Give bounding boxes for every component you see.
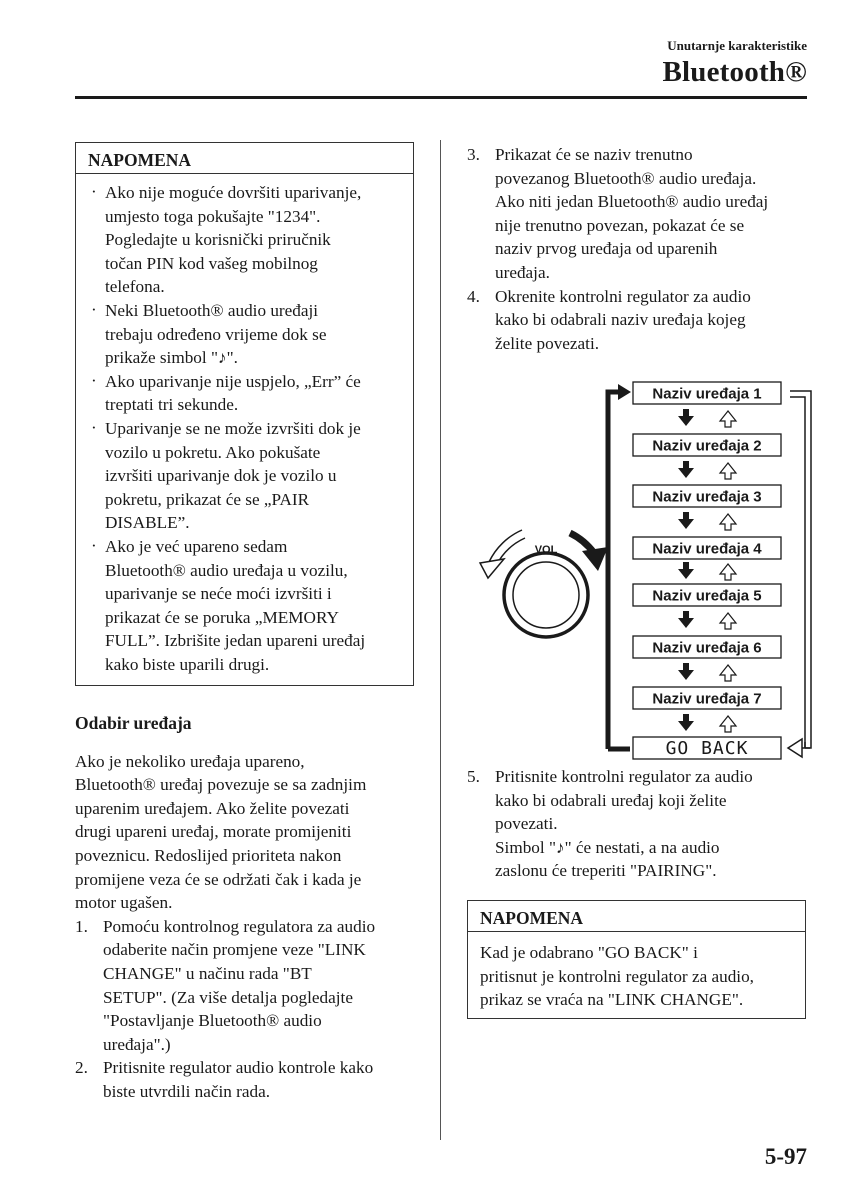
section-intro: Ako je nekoliko uređaja upareno, Bluetooth® uređaj povezuje se sa zadnjim uparenim uređajem. Ako želite povezati drugi upareni uređaj, morate promijeniti poveznicu. Redoslijed prioriteta nakon promijene veza će se održati čak i kada je motor ugašen. [75, 751, 367, 913]
steps-right-bottom [467, 765, 807, 883]
note-bullet: · Ako uparivanje nije uspjelo, „Err” će treptati tri sekunde. [91, 370, 361, 415]
down-up-arrows-icon [678, 409, 736, 427]
note-bullet: · Ako je već upareno sedam Bluetooth® audio uređaja u vozilu, uparivanje se neće moći izvršiti i prikazat će se poruka „MEMORY FULL”. Izbrišite jedan upareni uređaj kako biste uparili drugi. [91, 535, 366, 674]
device-item[interactable] [633, 382, 781, 404]
note-title: NAPOMENA [468, 901, 805, 932]
go-back-item[interactable] [633, 737, 781, 759]
vol-knob [504, 544, 588, 637]
note-bullet: · Neki Bluetooth® audio uređaji trebaju određeno vrijeme dok se prikaže simbol "♪". [91, 299, 327, 368]
down-up-arrows-icon [678, 562, 736, 580]
device-item[interactable] [633, 485, 781, 507]
svg-text:Naziv uređaja 6: Naziv uređaja 6 [652, 639, 762, 657]
page-number: 5-97 [764, 1144, 807, 1169]
down-up-arrows-icon [678, 512, 736, 530]
step-5: 5. Pritisnite kontrolni regulator za audio kako bi odabrali uređaj koji želite povezati. Simbol "♪" će nestati, a na audio zaslonu će treperiti "PAIRING". [467, 767, 753, 881]
down-up-arrows-icon [678, 714, 736, 732]
rotate-left-arrow-icon [480, 530, 525, 578]
device-item[interactable] [633, 687, 781, 709]
device-selection-section [75, 712, 415, 1104]
step-1: 1. Pomoću kontrolnog regulatora za audio odaberite način promjene veze "LINK CHANGE" u načinu rada "BT SETUP". (Za više detalja pogledajte "Postavljanje Bluetooth® audio uređaja".) [75, 916, 376, 1054]
down-up-arrows-icon [678, 461, 736, 479]
device-list [633, 382, 781, 759]
note-box-1 [75, 142, 414, 686]
device-item[interactable] [633, 434, 781, 456]
cycle-forward-line [608, 384, 631, 749]
svg-text:Naziv uređaja 7: Naziv uređaja 7 [652, 690, 762, 708]
step-3: 3. Prikazat će se naziv trenutno povezanog Bluetooth® audio uređaja. Ako niti jedan Bluetooth® audio uređaj nije trenutno povezan, pokazat će se naziv prvog uređaja od uparenih uređaja. [467, 145, 769, 282]
svg-text:Naziv uređaja 2: Naziv uređaja 2 [652, 437, 762, 455]
note-title: NAPOMENA [76, 143, 413, 174]
svg-text:GO BACK: GO BACK [665, 738, 749, 759]
vol-label: VOL [534, 544, 558, 556]
device-item[interactable] [633, 584, 781, 606]
section-title: Odabir uređaja [75, 713, 192, 733]
page-title: Bluetooth® [662, 56, 807, 88]
svg-text:Naziv uređaja 5: Naziv uređaja 5 [652, 587, 762, 605]
note-body: Kad je odabrano "GO BACK" i pritisnut je kontrolni regulator za audio, prikaz se vraća na "LINK CHANGE". [480, 943, 754, 1010]
svg-text:Naziv uređaja 1: Naziv uređaja 1 [652, 385, 762, 403]
note-bullet: · Uparivanje se ne može izvršiti dok je vozilo u pokretu. Ako pokušate izvršiti uparivanje dok je vozilo u pokretu, prikazat će se „PAIR DISABLE”. [91, 417, 361, 533]
svg-text:Naziv uređaja 4: Naziv uređaja 4 [652, 540, 762, 558]
arrow-pairs [678, 409, 736, 732]
note-box-2 [467, 900, 806, 1019]
down-up-arrows-icon [678, 663, 736, 681]
chapter-subtitle: Unutarnje karakteristike [667, 38, 807, 53]
device-item[interactable] [633, 636, 781, 658]
step-4: 4. Okrenite kontrolni regulator za audio kako bi odabrali naziv uređaja kojeg želite povezati. [467, 286, 751, 353]
header-rule [75, 96, 807, 99]
steps-right-top [467, 143, 807, 355]
note-body [76, 174, 413, 676]
step-2: 2. Pritisnite regulator audio kontrole kako biste utvrdili način rada. [75, 1058, 374, 1101]
cycle-return-arrow-icon [788, 391, 811, 757]
note-bullet: · Ako nije moguće dovršiti uparivanje, umjesto toga pokušajte "1234". Pogledajte u korisnički priručnik točan PIN kod vašeg mobilnog telefona. [91, 182, 362, 297]
device-item[interactable] [633, 537, 781, 559]
down-up-arrows-icon [678, 611, 736, 629]
device-selection-diagram [470, 375, 820, 765]
svg-text:Naziv uređaja 3: Naziv uređaja 3 [652, 488, 762, 506]
column-divider [440, 140, 441, 1140]
